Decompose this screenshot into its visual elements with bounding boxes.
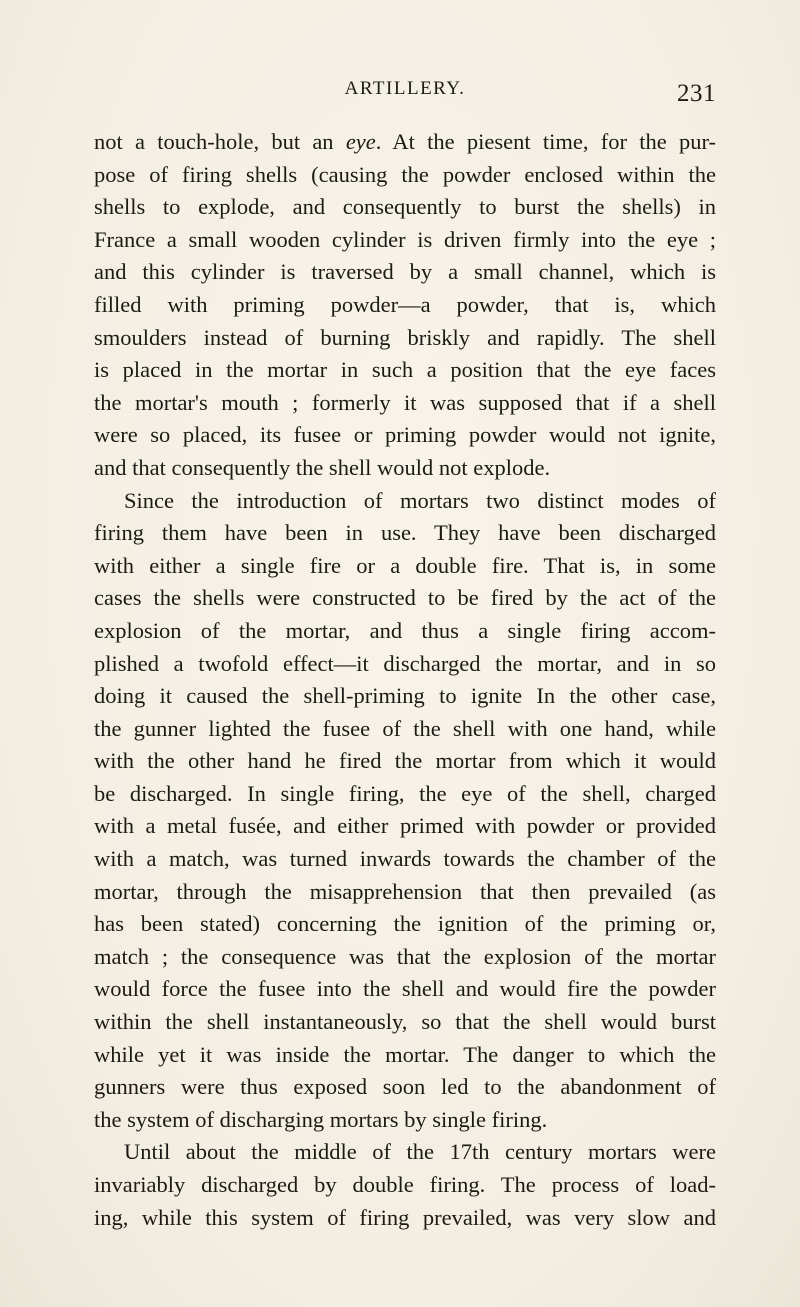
text-line — [94, 582, 716, 615]
text-run: has been stated) concerning the ignition of the priming or, — [94, 911, 716, 937]
text-run: would force the fusee into the shell and would fire the powder — [94, 976, 716, 1002]
text-line — [94, 1104, 716, 1137]
text-line — [94, 322, 716, 355]
text-line — [94, 1071, 716, 1104]
text-run: with either a single fire or a double fire. That is, in some — [94, 552, 716, 578]
text-run: and that consequently the shell would not explode. — [94, 454, 551, 480]
text-line — [94, 810, 716, 843]
page-number: 231 — [677, 80, 716, 107]
text-line — [94, 615, 716, 648]
text-run: the gunner lighted the fusee of the shell with one hand, while — [94, 715, 716, 741]
text-line — [94, 289, 716, 322]
text-line — [94, 973, 716, 1006]
text-line — [94, 1136, 716, 1169]
text-line — [94, 1006, 716, 1039]
text-run: while yet it was inside the mortar. The danger to which the — [94, 1041, 716, 1067]
text-run: within the shell instantaneously, so that the shell would burst — [94, 1009, 716, 1035]
text-line — [94, 778, 716, 811]
text-run: Since the introduction of mortars two distinct modes of — [124, 487, 716, 513]
text-run: the system of discharging mortars by single firing. — [94, 1106, 548, 1132]
body-text — [94, 126, 716, 1234]
text-run: be discharged. In single firing, the eye of the shell, charged — [94, 780, 716, 806]
text-line — [94, 159, 716, 192]
text-run: and this cylinder is traversed by a small channel, which is — [94, 259, 716, 285]
text-line — [94, 713, 716, 746]
text-line — [94, 745, 716, 778]
text-run: pose of firing shells (causing the powder enclosed within the — [94, 161, 716, 187]
text-line — [94, 1202, 716, 1235]
text-line — [94, 1039, 716, 1072]
running-head — [94, 78, 716, 112]
text-line — [94, 224, 716, 257]
text-line — [94, 387, 716, 420]
text-line — [94, 256, 716, 289]
text-line — [94, 485, 716, 518]
text-line — [94, 1169, 716, 1202]
text-run: invariably discharged by double firing. The process of load- — [94, 1172, 716, 1197]
text-line — [94, 876, 716, 909]
text-run: is placed in the mortar in such a position that the eye faces — [94, 357, 716, 383]
text-line — [94, 550, 716, 583]
text-run: the mortar's mouth ; formerly it was supposed that if a shell — [94, 389, 716, 415]
text-run: firing them have been in use. They have been discharged — [94, 520, 716, 546]
text-run: Until about the middle of the 17th century mortars were — [124, 1139, 716, 1165]
text-run: filled with priming powder—a powder, that is, which — [94, 291, 716, 317]
text-run: not a touch-hole, but an — [94, 129, 346, 154]
text-line — [94, 680, 716, 713]
text-run: explosion of the mortar, and thus a single firing accom- — [94, 617, 716, 643]
text-run: France a small wooden cylinder is driven firmly into the eye ; — [94, 226, 716, 252]
text-run: shells to explode, and consequently to burst the shells) in — [94, 194, 716, 220]
text-line — [94, 941, 716, 974]
text-run: smoulders instead of burning briskly and rapidly. The shell — [94, 324, 716, 350]
text-run: cases the shells were constructed to be fired by the act of the — [94, 585, 716, 611]
text-run: ing, while this system of firing prevailed, was very slow and — [94, 1204, 716, 1230]
text-run: doing it caused the shell-priming to ignite In the other case, — [94, 683, 716, 709]
text-run: plished a twofold effect—it discharged the mortar, and in so — [94, 650, 716, 676]
text-run: match ; the consequence was that the explosion of the mortar — [94, 943, 716, 969]
text-line — [94, 908, 716, 941]
text-line — [94, 419, 716, 452]
text-line — [94, 126, 716, 159]
text-run: gunners were thus exposed soon led to the abandonment of — [94, 1074, 716, 1100]
text-line — [94, 517, 716, 550]
text-run: with a metal fusée, and either primed with powder or provided — [94, 813, 716, 839]
running-title: ARTILLERY. — [344, 78, 466, 99]
text-line — [94, 648, 716, 681]
text-line — [94, 354, 716, 387]
text-run: . At the piesent time, for the pur- — [375, 129, 716, 154]
text-line — [94, 191, 716, 224]
text-run: with the other hand he fired the mortar from which it would — [94, 748, 716, 774]
text-run: mortar, through the misapprehension that then prevailed (as — [94, 878, 716, 904]
italic-word: eye — [345, 129, 376, 154]
text-line — [94, 452, 716, 485]
text-run: with a match, was turned inwards towards the chamber of the — [94, 846, 716, 872]
text-run: were so placed, its fusee or priming powder would not ignite, — [94, 422, 716, 448]
text-line — [94, 843, 716, 876]
